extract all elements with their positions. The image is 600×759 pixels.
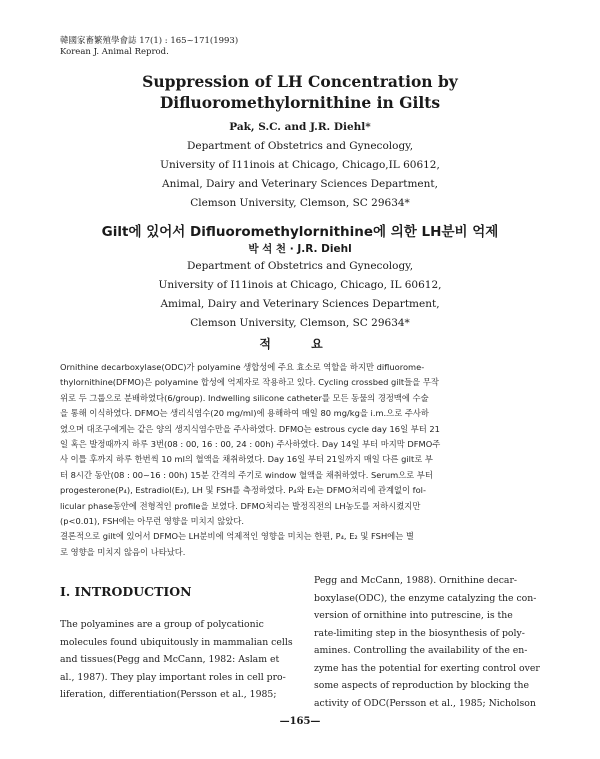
- body-line: amines. Controlling the availability of the en-: [314, 645, 528, 656]
- abstract-line: 을 통해 이식하였다. DFMO는 생리식염수(20 mg/ml)에 용해하여 매일 80 mg/kg을 i.m.으로 주사하: [60, 408, 429, 419]
- body-line: molecules found ubiquitously in mammalian cells: [60, 636, 293, 648]
- abstract-line: 였으며 대조구에게는 같은 양의 생지식염수만을 주사하였다. DFMO는 estrous cycle day 16일 부터 21: [60, 423, 440, 434]
- korean-abstract: [60, 360, 540, 560]
- affiliation-ko-2: University of I11inois at Chicago, Chicago, IL 60612,: [158, 279, 442, 291]
- affiliation-en-4: Clemson University, Clemson, SC 29634*: [190, 197, 410, 209]
- affiliation-en-3: Animal, Dairy and Veterinary Sciences Department,: [162, 178, 438, 190]
- body-line: al., 1987). They play important roles in cell pro-: [60, 671, 286, 683]
- abstract-line: licular phase동안에 전형적인 profile을 보였다. DFMO처리는 발정직전의 LH농도를 저하시켰지만: [60, 500, 421, 511]
- body-line: activity of ODC(Persson et al., 1985; Nicholson: [314, 697, 536, 709]
- abstract-line: 로 영향을 미치지 않음이 나타났다.: [60, 546, 186, 557]
- affiliation-ko-3: Amimal, Dairy and Veterinary Sciences Department,: [160, 298, 440, 310]
- abstract-line: progesterone(P₄), Estradiol(E₂), LH 및 FSH를 측정하였다. P₄와 E₂는 DFMO처리에 관계없이 fol-: [60, 485, 426, 496]
- abstract-line: 터 8시간 동안(08 : 00~16 : 00h) 15분 간격의 주기로 window 혈액을 채취하였다. Serum으로 부터: [60, 469, 433, 480]
- journal-header: [60, 36, 238, 58]
- authors-ko: 박 석 천 · J.R. Diehl: [248, 243, 352, 255]
- body-line: and tissues(Pegg and McCann, 1982: Aslam et: [60, 654, 280, 665]
- body-line: rate-limiting step in the biosynthesis of poly-: [314, 627, 525, 639]
- abstract-line: thylornithine(DFMO)은 polyamine 합성에 억제자로 작용하고 있다. Cycling crossbed gilt들을 무작: [60, 377, 439, 388]
- section-heading-introduction: Ⅰ. INTRODUCTION: [60, 584, 192, 599]
- body-line: version of ornithine into putrescine, is the: [314, 610, 513, 621]
- affiliation-en-1: Department of Obstetrics and Gynecology,: [186, 140, 414, 152]
- abstract-line: 결론적으로 gilt에 있어서 DFMO는 LH분비에 억제적인 영향을 미치는 한편, P₄, E₂ 및 FSH에는 별: [60, 531, 414, 542]
- abstract-line: (p<0.01), FSH에는 아무런 영향을 미치지 않았다.: [60, 516, 244, 527]
- affiliation-ko-4: Clemson University, Clemson, SC 29634*: [190, 317, 410, 329]
- body-line: some aspects of reproduction by blocking the: [314, 680, 530, 691]
- korean-title: Gilt에 있어서 Difluoromethylornithine에 의한 LH분비 억제: [101, 224, 499, 240]
- left-column-text: [60, 616, 294, 704]
- journal-name: Korean J. Animal Reprod.: [60, 47, 169, 57]
- body-line: boxylase(ODC), the enzyme catalyzing the con-: [314, 592, 537, 604]
- paper-title-line-2: Difluoromethylornithine in Gilts: [159, 93, 441, 112]
- page-number: —165—: [279, 716, 321, 727]
- affiliation-en-2: University of I11inois at Chicago, Chicago,IL 60612,: [160, 159, 440, 171]
- body-line: liferation, differentiation(Persson et al., 1985;: [60, 689, 277, 700]
- paper-title-line-1: Suppression of LH Concentration by: [142, 72, 458, 91]
- right-column-text: [314, 572, 542, 712]
- abstract-line: 사 이틀 후까지 하루 한번씩 10 ml의 혈액을 채취하였다. Day 16일 부터 21일까지 매일 다른 gilt로 부: [60, 454, 433, 465]
- body-line: zyme has the potential for exerting control over: [314, 662, 540, 674]
- authors-en: Pak, S.C. and J.R. Diehl*: [229, 121, 371, 133]
- body-line: The polyamines are a group of polycationic: [60, 619, 264, 630]
- abstract-line: Ornithine decarboxylase(ODC)가 polyamine 생합성에 주요 효소로 역할을 하지만 difluorome-: [60, 362, 425, 372]
- abstract-line: 위로 두 그룹으로 분배하였다(6/group). Indwelling silicone catheter를 모든 동물의 경정맥에 수술: [60, 392, 429, 403]
- body-line: Pegg and McCann, 1988). Ornithine decar-: [314, 575, 518, 586]
- abstract-heading: 적 요: [259, 337, 341, 351]
- abstract-line: 일 혹은 발정때까지 하루 3번(08 : 00, 16 : 00, 24 : 00h) 주사하였다. Day 14일 부터 마지막 DFMO주: [60, 439, 441, 450]
- journal-citation: 韓國家畜繁殖學會誌 17(1) : 165~171(1993): [60, 36, 239, 46]
- affiliation-ko-1: Department of Obstetrics and Gynecology,: [186, 260, 414, 272]
